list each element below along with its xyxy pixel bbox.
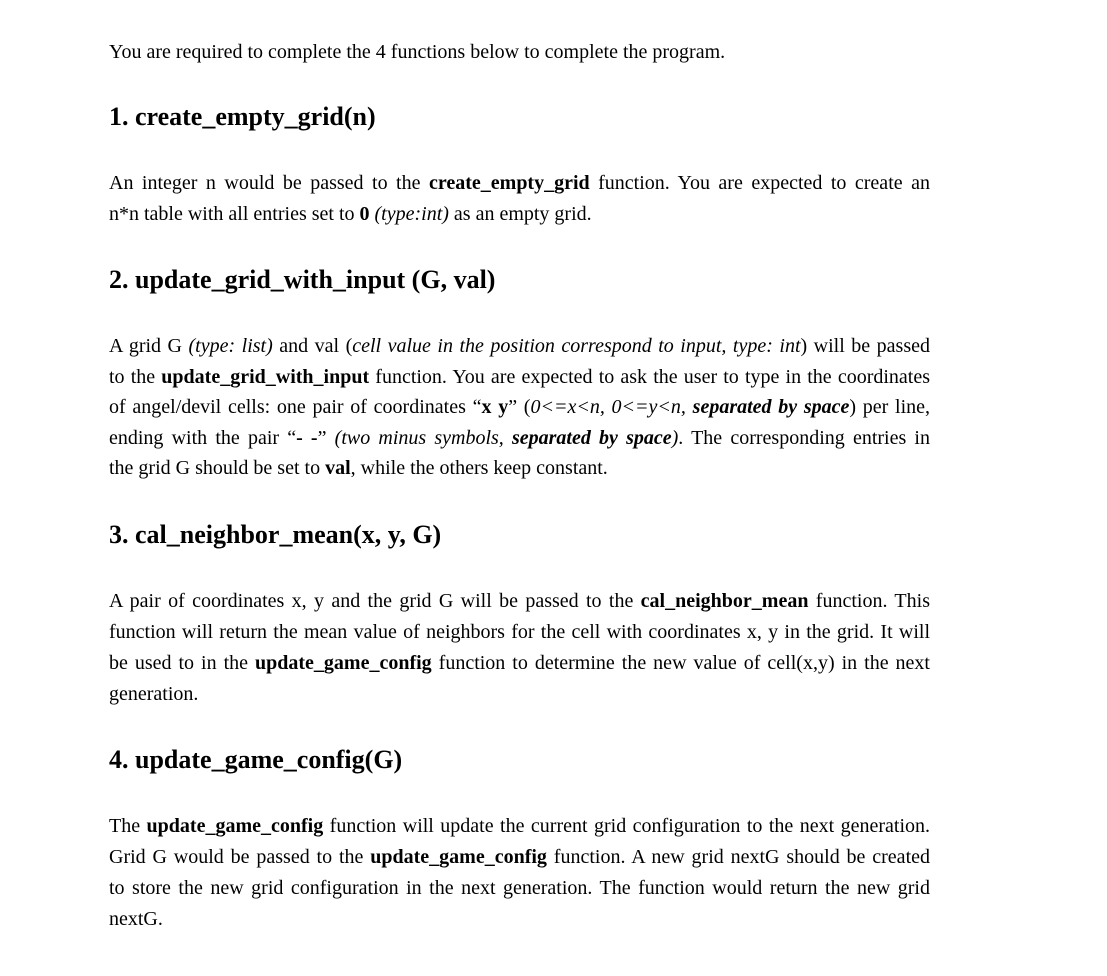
bold-run-wrapper (693, 396, 850, 418)
section-2-heading: 2. update_grid_with_input (G, val) (109, 265, 496, 294)
text-run: A pair of coordinates x, y and the grid G will be passed to the (109, 590, 641, 612)
text-run: of angel/devil cells: one pair of coordinates “ (109, 396, 482, 418)
text-line (109, 199, 930, 230)
italic-run: 0<=x<n, 0<=y<n, (530, 396, 693, 418)
bold-run: create_empty_grid (428, 172, 590, 194)
bold-italic-run: separated by space (511, 426, 672, 449)
text-line (109, 331, 930, 362)
text-run: ending with the pair “ (109, 426, 297, 449)
text-line (109, 617, 930, 648)
section-4-heading: 4. update_game_config(G) (109, 745, 403, 774)
text-run: . The corresponding entries in (678, 426, 930, 449)
bold-run: cal_neighbor_mean (640, 590, 809, 612)
section-3-heading: 3. cal_neighbor_mean(x, y, G) (109, 520, 442, 549)
text-run: as an empty grid. (448, 203, 592, 225)
text-run: to store the new grid configuration in the next generation. The function would return the new grid (109, 877, 930, 899)
italic-run: (type:int) (374, 203, 449, 225)
section-4-body (109, 811, 930, 935)
bold-run: update_game_config (255, 652, 432, 674)
text-run: function to determine the new value of cell(x,y) in the next (431, 652, 930, 674)
text-run: function will return the mean value of neighbors for the cell with coordinates x, y in the grid. It will (109, 621, 930, 643)
text-line (109, 842, 930, 873)
bold-run: x y (481, 396, 509, 418)
bold-run: update_grid_with_input (161, 365, 370, 388)
italic-run: (two minus symbols, (334, 426, 512, 449)
text-run: to the (109, 365, 162, 388)
text-line (109, 811, 930, 842)
bold-italic-run: separated by space (692, 396, 850, 418)
text-run: , while the others keep constant. (350, 457, 608, 479)
italic-run: ) (671, 426, 679, 449)
bold-run: val (325, 457, 351, 479)
section-2-body (109, 331, 930, 484)
bold-run: - - (296, 426, 318, 449)
text-line (109, 679, 930, 710)
text-run: function. You are expected to create an (589, 172, 930, 194)
intro-paragraph: You are required to complete the 4 functions below to complete the program. (109, 41, 726, 63)
text-run: function. A new grid nextG should be created (546, 846, 930, 868)
text-line (109, 453, 930, 484)
text-run: function will update the current grid configuration to the next generation. (323, 815, 931, 837)
text-run: ) per line, (849, 396, 931, 418)
text-line (109, 648, 930, 679)
text-line (109, 586, 930, 617)
text-run: ) will be passed (800, 335, 930, 357)
text-run: Grid G would be passed to the (109, 846, 371, 868)
text-run: function. This (808, 590, 930, 612)
text-line (109, 392, 930, 423)
text-line (109, 168, 930, 199)
text-run: An integer n would be passed to the (109, 172, 429, 194)
text-run: generation. (109, 683, 199, 705)
text-run: nextG. (109, 908, 163, 930)
text-line (109, 362, 930, 393)
text-run: ” (317, 426, 335, 449)
text-run: and val ( (272, 335, 353, 357)
italic-run: cell value in the position correspond to input, type: int (352, 335, 801, 357)
bold-run: update_game_config (146, 815, 324, 837)
section-1-body (109, 168, 930, 230)
bold-run: 0 (359, 203, 370, 225)
text-run: the grid G should be set to (109, 457, 326, 479)
section-3-body (109, 586, 930, 710)
italic-run: (type: list) (188, 335, 273, 357)
text-run: ” ( (508, 396, 531, 418)
text-line (109, 904, 930, 935)
text-run: be used to in the (109, 652, 255, 674)
section-1-heading: 1. create_empty_grid(n) (109, 102, 376, 131)
text-run: The (109, 815, 147, 837)
bold-run: update_game_config (370, 846, 547, 868)
text-line (109, 873, 930, 904)
bold-run-wrapper (512, 427, 672, 449)
text-run: function. You are expected to ask the user to type in the coordinates (369, 365, 931, 388)
text-run: A grid G (109, 335, 189, 357)
text-line (109, 423, 930, 454)
text-run: n*n table with all entries set to (109, 203, 360, 225)
